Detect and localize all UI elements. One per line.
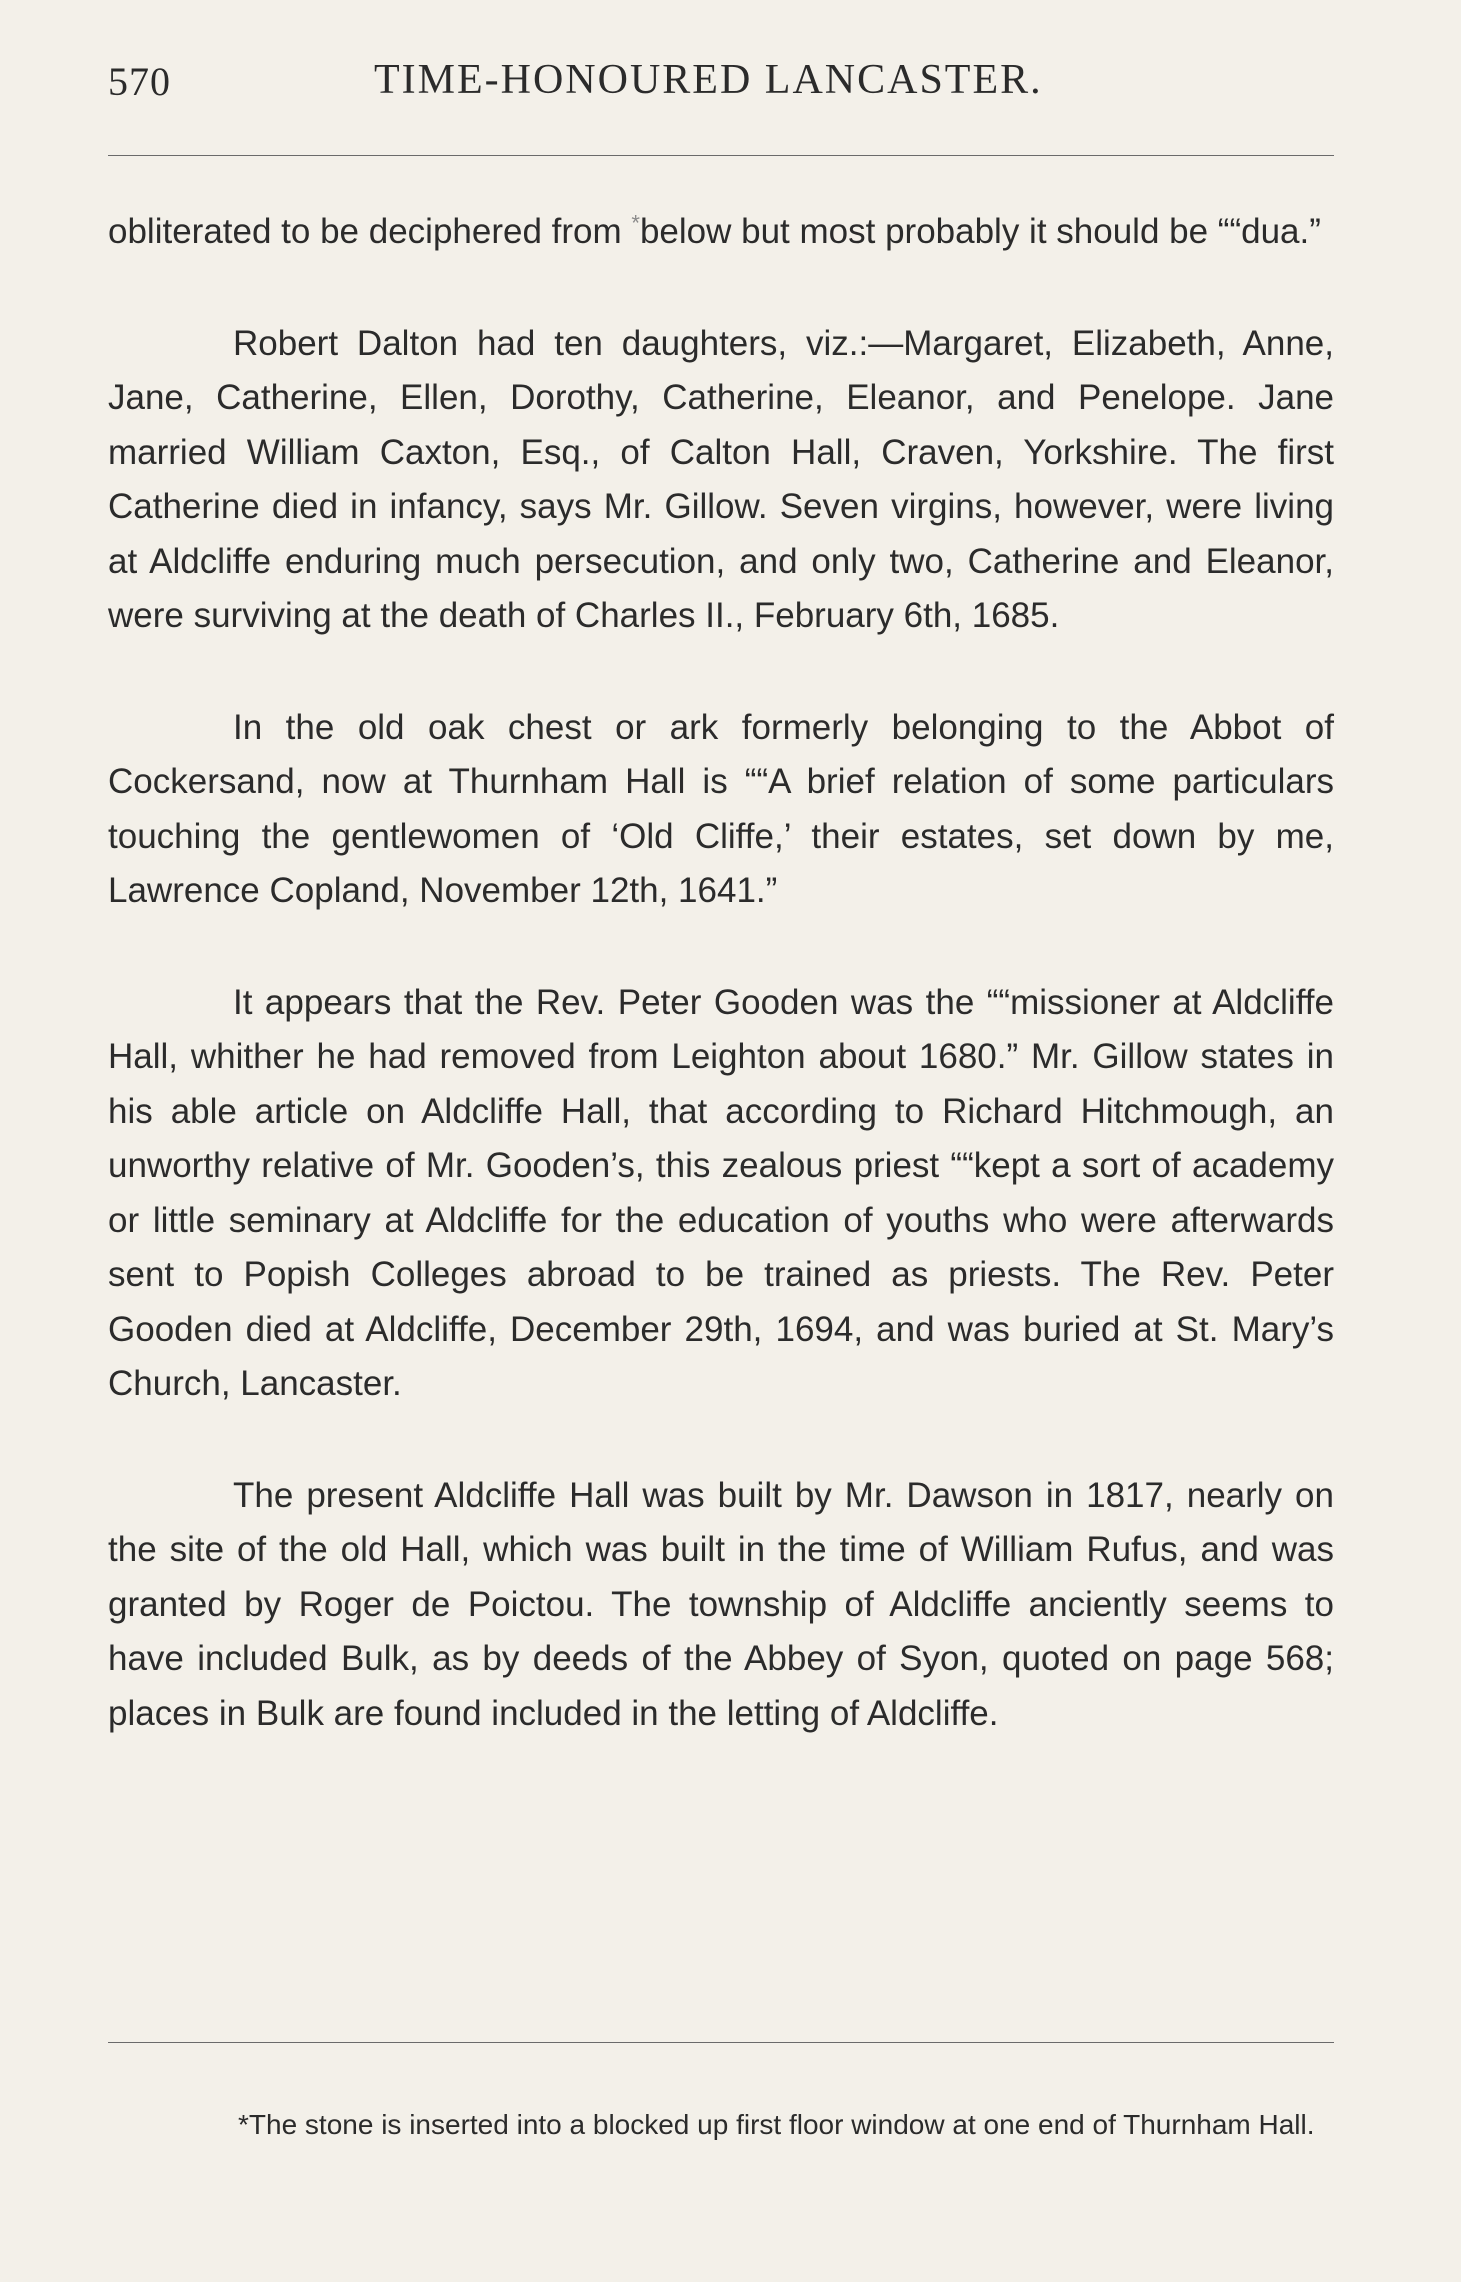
paragraph-1 — [108, 205, 1334, 260]
footnote: *The stone is inserted into a blocked up first floor window at one end of Thurnham Hall. — [238, 2109, 1315, 2140]
footnote-rule — [108, 2042, 1334, 2043]
page-number: 570 — [108, 59, 171, 104]
paragraph-4: It appears that the Rev. Peter Gooden was the ““missioner at Aldcliffe Hall, whither he had removed from Leighton about 1680.” Mr. Gillow states in his able article on Aldcliffe Hall, that according to Richard Hitchmough, an unworthy relative of Mr. Gooden’s, this zealous priest ““kept a sort of academy or little seminary at Aldcliffe for the education of youths who were afterwards sent to Popish Colleges abroad to be trained as priests. The Rev. Peter Gooden died at Aldcliffe, December 29th, 1694, and was buried at St. Mary’s Church, Lancaster. — [108, 982, 1334, 1403]
paragraph-1-end: below but most probably it should be ““dua.” — [639, 212, 1321, 251]
paragraph-5: The present Aldcliffe Hall was built by Mr. Dawson in 1817, nearly on the site of the old Hall, which was built in the time of William Rufus, and was granted by Roger de Poictou. The township of Aldcliffe anciently seems to have included Bulk, as by deeds of the Abbey of Syon, quoted on page 568; places in Bulk are found included in the letting of Aldcliffe. — [108, 1475, 1334, 1733]
running-head — [108, 52, 1334, 112]
paragraph-3: In the old oak chest or ark formerly belonging to the Abbot of Cockersand, now at Thurnham Hall is ““A brief relation of some particulars touching the gentlewomen of ‘Old Cliffe,’ their estates, set down by me, Lawrence Copland, November 12th, 1641.” — [108, 707, 1334, 910]
book-page — [108, 0, 1334, 2282]
paragraph-2: Robert Dalton had ten daughters, viz.:—Margaret, Elizabeth, Anne, Jane, Catherine, Ellen, Dorothy, Catherine, Eleanor, and Penelope. Jane married William Caxton, Esq., of Calton Hall, Craven, Yorkshire. The first Catherine died in infancy, says Mr. Gillow. Seven virgins, however, were living at Aldcliffe enduring much persecution, and only two, Catherine and Eleanor, were surviving at the death of Charles II., February 6th, 1685. — [108, 323, 1334, 635]
body-text — [108, 205, 1334, 1741]
running-title: TIME-HONOURED LANCASTER. — [374, 57, 1043, 103]
header-rule — [108, 155, 1334, 156]
footnote-mark: * — [631, 210, 640, 236]
paragraph-1-start: obliterated to be deciphered from — [108, 212, 632, 251]
